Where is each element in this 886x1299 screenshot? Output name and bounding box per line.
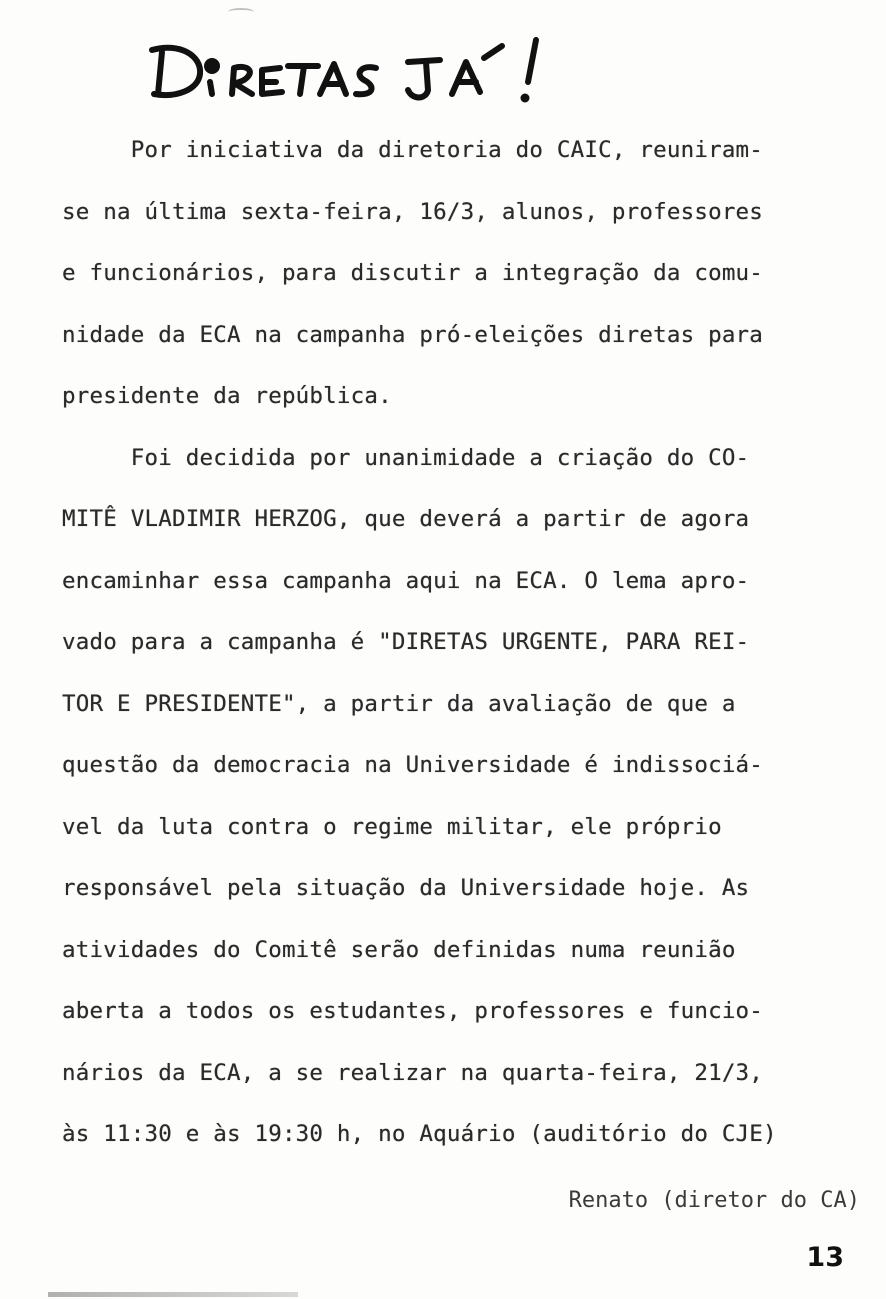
text-line: Por iniciativa da diretoria do CAIC, reuniram- <box>62 137 764 163</box>
page-number: 13 <box>806 1242 844 1273</box>
text-line: Foi decidida por unanimidade a criação do CO- <box>62 444 750 471</box>
text-line: às 11:30 e às 19:30 h, no Aquário (auditório do CJE) <box>62 1121 777 1147</box>
text-line: nidade da ECA na campanha pró-eleições diretas para <box>62 321 764 348</box>
scan-smudge <box>228 8 254 16</box>
text-line: MITÊ VLADIMIR HERZOG, que deverá a partir de agora <box>62 506 750 532</box>
text-line: responsável pela situação da Universidade hoje. As <box>62 875 750 901</box>
text-line: vado para a campanha é "DIRETAS URGENTE, PARA REI- <box>62 629 750 655</box>
scan-edge-mark <box>48 1292 298 1297</box>
text-line: se na última sexta-feira, 16/3, alunos, professores <box>62 198 764 225</box>
text-line: questão da democracia na Universidade é indissociá- <box>62 752 764 778</box>
paragraph-1 <box>62 120 862 428</box>
text-line: presidente da república. <box>62 383 392 409</box>
text-line: vel da luta contra o regime militar, ele próprio <box>62 813 722 840</box>
text-line: TOR E PRESIDENTE", a partir da avaliação de que a <box>62 690 736 717</box>
headline-handwriting <box>140 28 700 108</box>
author-signature: Renato (diretor do CA) <box>568 1188 860 1213</box>
text-line: e funcionários, para discutir a integração da comu- <box>62 260 764 286</box>
text-line: atividades do Comitê serão definidas numa reunião <box>62 936 736 963</box>
text-line: aberta a todos os estudantes, professores e funcio- <box>62 998 764 1024</box>
text-line: encaminhar essa campanha aqui na ECA. O lema apro- <box>62 567 750 594</box>
paragraph-2 <box>62 428 862 1166</box>
text-line: nários da ECA, a se realizar na quarta-feira, 21/3, <box>62 1059 764 1086</box>
article-body <box>62 120 862 1166</box>
headline <box>140 28 700 108</box>
